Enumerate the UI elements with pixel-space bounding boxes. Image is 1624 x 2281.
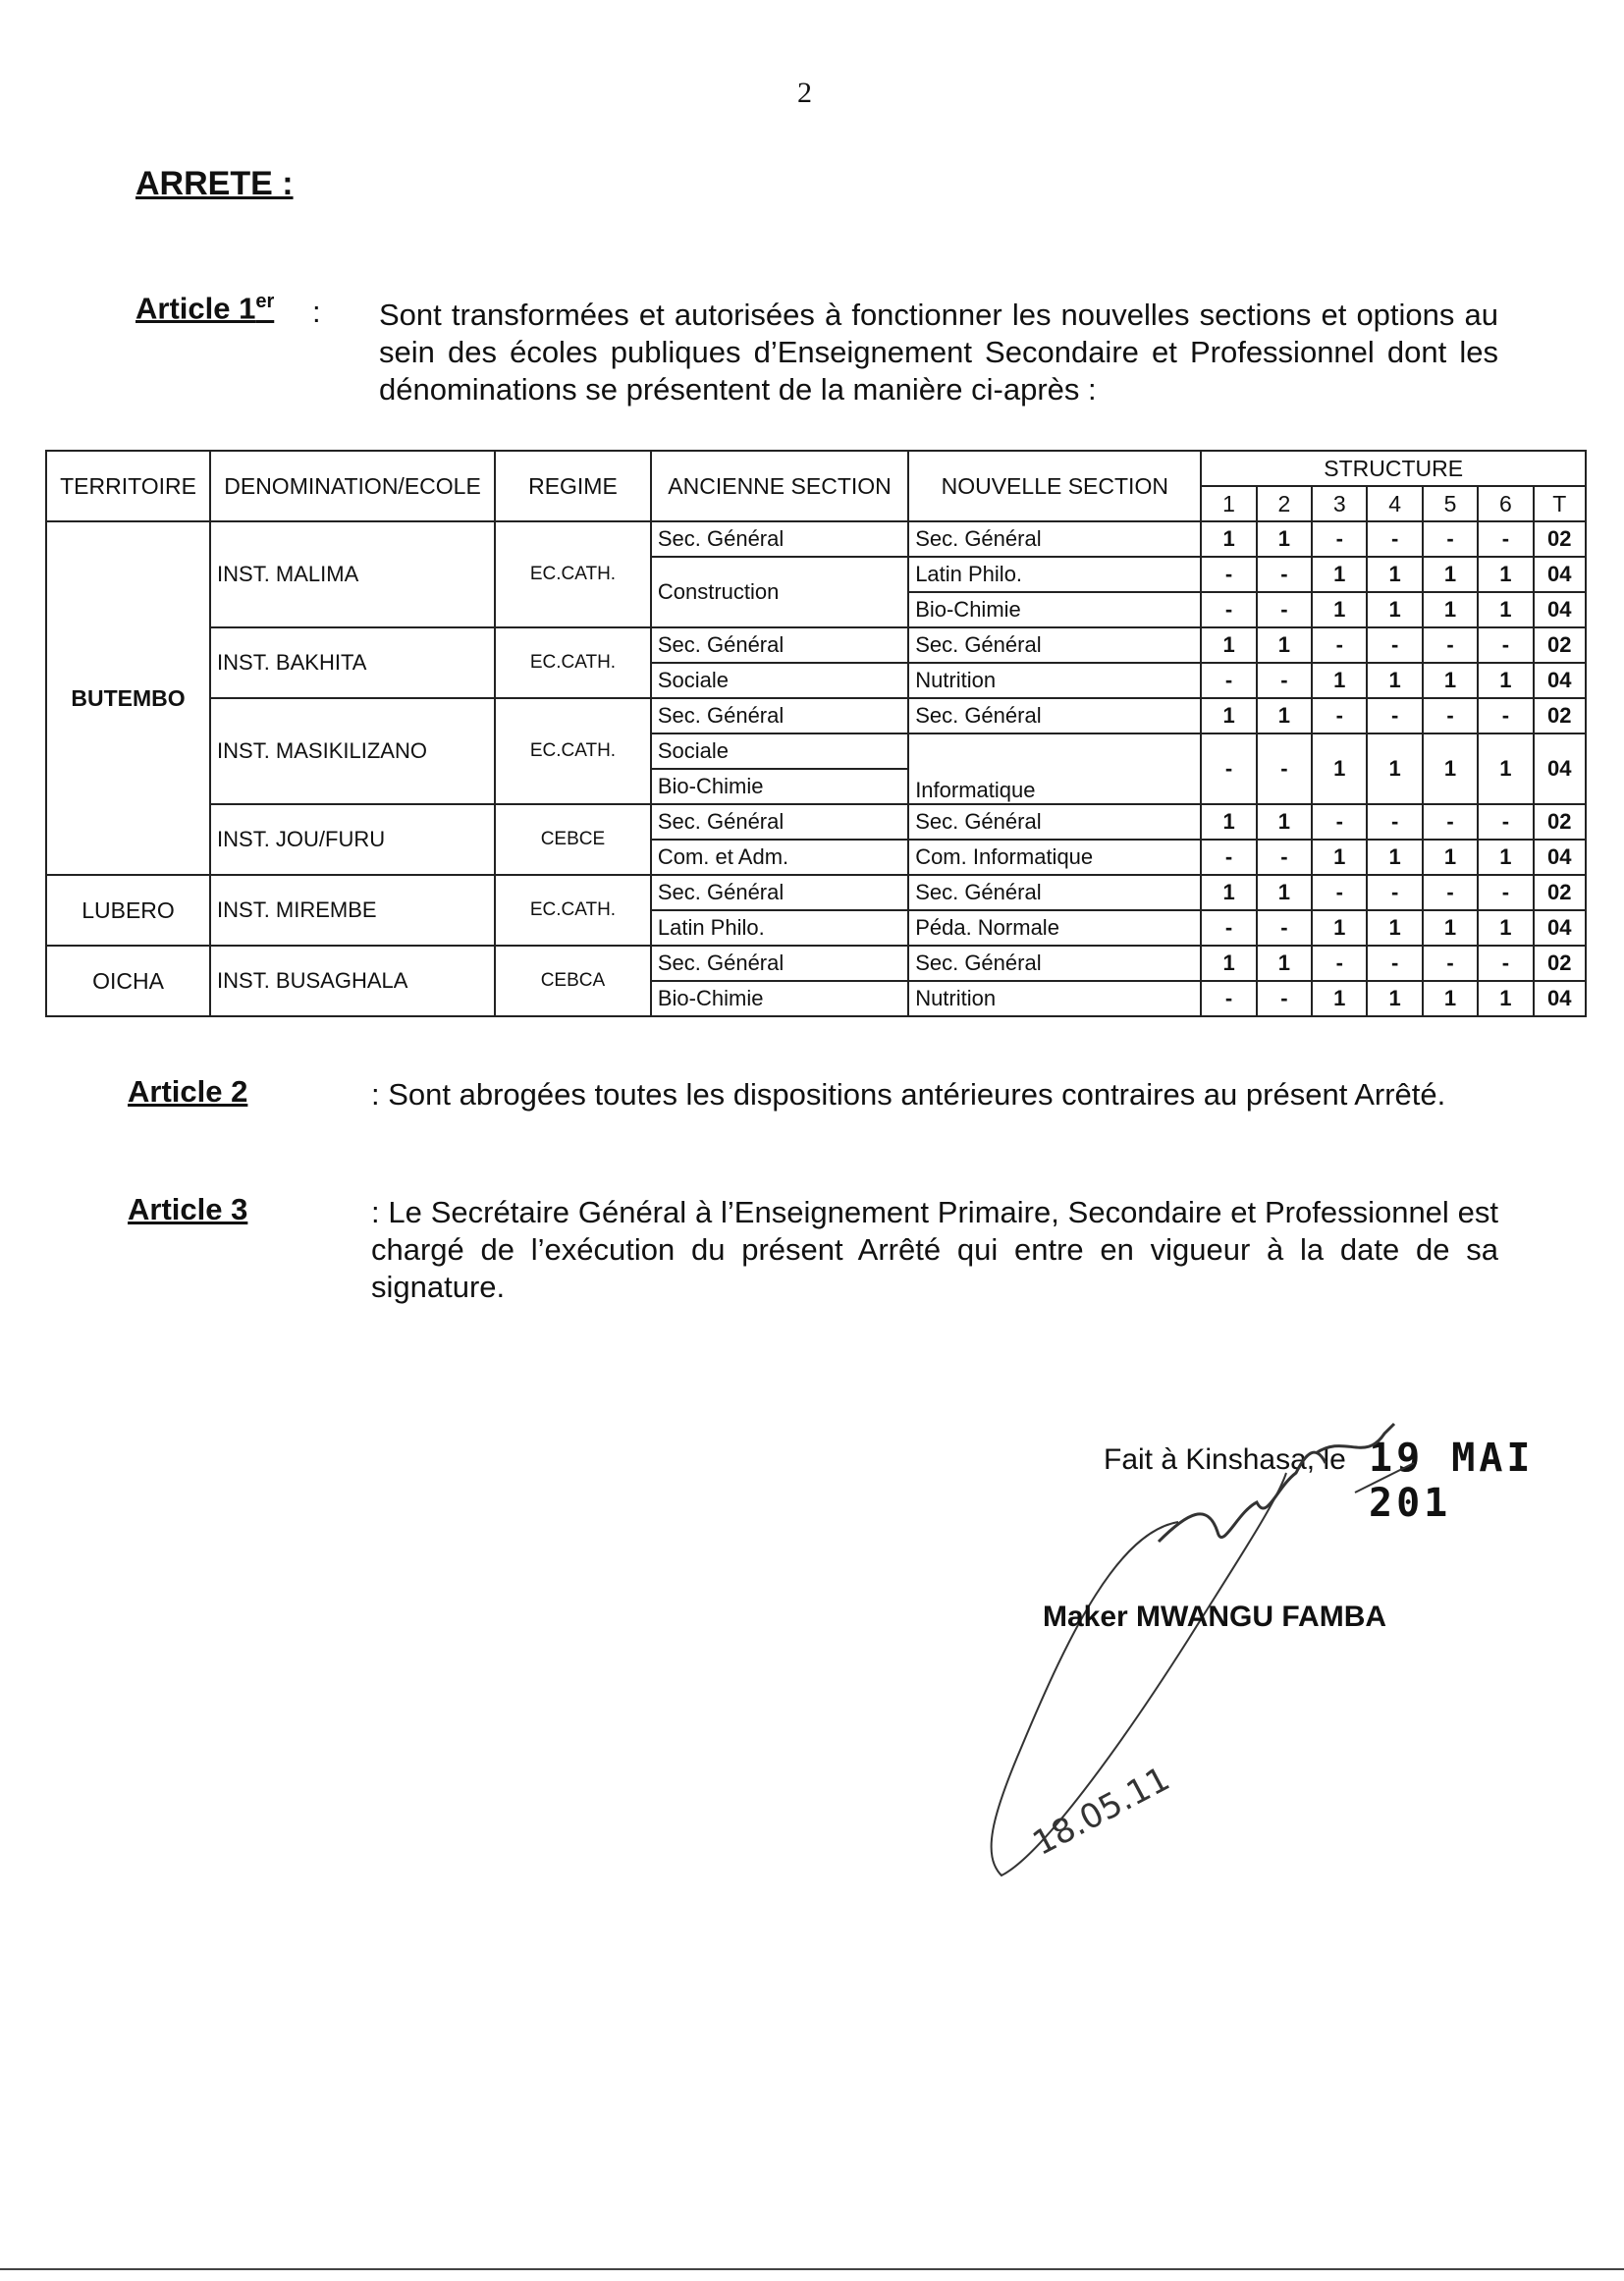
table-header-row: [46, 451, 1586, 486]
school-cell: INST. MASIKILIZANO: [210, 698, 495, 804]
structure-cell: -: [1367, 627, 1422, 663]
structure-cell: -: [1312, 627, 1367, 663]
nouvelle-cell: Sec. Général: [908, 804, 1201, 840]
nouvelle-cell: Latin Philo.: [908, 557, 1201, 592]
structure-cell: 1: [1423, 557, 1478, 592]
article-1-colon: :: [312, 295, 321, 329]
ancienne-cell: Com. et Adm.: [651, 840, 908, 875]
structure-cell: -: [1201, 981, 1256, 1016]
structure-cell: 1: [1367, 663, 1422, 698]
structure-cell: 1: [1257, 627, 1312, 663]
header-col-4: 4: [1367, 486, 1422, 521]
structure-cell: -: [1423, 521, 1478, 557]
school-cell: INST. MIREMBE: [210, 875, 495, 946]
ancienne-cell: Latin Philo.: [651, 910, 908, 946]
structure-cell: 1: [1478, 910, 1533, 946]
structure-cell: 1: [1478, 592, 1533, 627]
article-1-label-sup: er: [255, 291, 275, 312]
school-cell: INST. MALIMA: [210, 521, 495, 627]
structure-cell: -: [1367, 875, 1422, 910]
structure-cell: 1: [1257, 804, 1312, 840]
structure-cell: 1: [1257, 946, 1312, 981]
structure-cell: 1: [1423, 910, 1478, 946]
structure-cell: -: [1367, 804, 1422, 840]
structure-cell: 1: [1201, 946, 1256, 981]
structure-total-cell: 04: [1534, 663, 1586, 698]
ancienne-cell: Bio-Chimie: [651, 981, 908, 1016]
structure-cell: 1: [1257, 521, 1312, 557]
structure-cell: 1: [1257, 698, 1312, 733]
structure-cell: -: [1201, 592, 1256, 627]
ancienne-cell: Sec. Général: [651, 875, 908, 910]
structure-cell: -: [1478, 946, 1533, 981]
article-1-text: Sont transformées et autorisées à fonctionner les nouvelles sections et options au sein des écoles publiques d’Enseignement Secondaire et Professionnel dont les dénominations se présentent de la manière ci-après :: [379, 298, 1498, 407]
table-row: [46, 698, 1586, 733]
structure-cell: -: [1478, 521, 1533, 557]
regime-cell: EC.CATH.: [495, 627, 651, 698]
structure-cell: -: [1201, 733, 1256, 804]
header-col-3: 3: [1312, 486, 1367, 521]
structure-cell: 1: [1201, 804, 1256, 840]
territory-cell: OICHA: [46, 946, 210, 1016]
regime-cell: EC.CATH.: [495, 875, 651, 946]
structure-cell: -: [1478, 698, 1533, 733]
structure-cell: 1: [1201, 698, 1256, 733]
structure-cell: -: [1257, 557, 1312, 592]
structure-cell: -: [1257, 981, 1312, 1016]
structure-cell: -: [1312, 804, 1367, 840]
article-1-label-text: Article 1: [135, 291, 256, 326]
structure-cell: 1: [1423, 981, 1478, 1016]
header-col-5: 5: [1423, 486, 1478, 521]
structure-cell: 1: [1478, 557, 1533, 592]
structure-total-cell: 02: [1534, 627, 1586, 663]
structure-cell: -: [1257, 910, 1312, 946]
structure-cell: 1: [1367, 733, 1422, 804]
structure-cell: 1: [1201, 627, 1256, 663]
structure-cell: 1: [1312, 981, 1367, 1016]
structure-cell: 1: [1201, 521, 1256, 557]
structure-cell: 1: [1312, 663, 1367, 698]
structure-cell: 1: [1423, 592, 1478, 627]
header-col-6: 6: [1478, 486, 1533, 521]
page-number: 2: [797, 77, 812, 109]
structure-cell: 1: [1367, 557, 1422, 592]
structure-cell: -: [1423, 627, 1478, 663]
structure-cell: -: [1201, 910, 1256, 946]
structure-cell: -: [1423, 804, 1478, 840]
regime-cell: EC.CATH.: [495, 521, 651, 627]
table-row: [46, 946, 1586, 981]
structure-cell: -: [1201, 557, 1256, 592]
nouvelle-cell: Sec. Général: [908, 627, 1201, 663]
article-1-label: [135, 291, 274, 326]
sections-table: [45, 450, 1587, 1017]
header-col-2: 2: [1257, 486, 1312, 521]
header-nouvelle-section: NOUVELLE SECTION: [908, 451, 1201, 521]
header-denomination: DENOMINATION/ECOLE: [210, 451, 495, 521]
structure-cell: -: [1423, 698, 1478, 733]
ancienne-cell: Bio-Chimie: [651, 769, 908, 804]
structure-total-cell: 04: [1534, 981, 1586, 1016]
structure-cell: 1: [1423, 663, 1478, 698]
regime-cell: EC.CATH.: [495, 698, 651, 804]
structure-total-cell: 02: [1534, 698, 1586, 733]
header-regime: REGIME: [495, 451, 651, 521]
handwritten-signature: [962, 1394, 1512, 1905]
structure-cell: -: [1257, 840, 1312, 875]
structure-total-cell: 02: [1534, 946, 1586, 981]
structure-cell: 1: [1367, 840, 1422, 875]
structure-cell: -: [1201, 663, 1256, 698]
article-2-label: Article 2: [128, 1074, 248, 1109]
header-structure: STRUCTURE: [1201, 451, 1586, 486]
structure-cell: -: [1478, 875, 1533, 910]
structure-cell: 1: [1478, 733, 1533, 804]
stamp-date: 19 MAI 201: [1369, 1436, 1535, 1526]
structure-total-cell: 04: [1534, 910, 1586, 946]
structure-cell: 1: [1478, 840, 1533, 875]
structure-cell: -: [1367, 946, 1422, 981]
structure-cell: -: [1423, 946, 1478, 981]
handwritten-date: 18.05.11: [1026, 1759, 1176, 1864]
nouvelle-cell: Sec. Général: [908, 875, 1201, 910]
nouvelle-cell: Nutrition: [908, 981, 1201, 1016]
ancienne-cell: Sociale: [651, 663, 908, 698]
nouvelle-cell: Sec. Général: [908, 698, 1201, 733]
structure-total-cell: 04: [1534, 592, 1586, 627]
article-2-text: : Sont abrogées toutes les dispositions antérieures contraires au présent Arrêté.: [371, 1077, 1446, 1112]
structure-cell: 1: [1201, 875, 1256, 910]
territory-cell: LUBERO: [46, 875, 210, 946]
ancienne-cell: Sociale: [651, 733, 908, 769]
nouvelle-cell: Sec. Général: [908, 946, 1201, 981]
bottom-scan-line: [0, 2268, 1624, 2270]
structure-total-cell: 04: [1534, 733, 1586, 804]
structure-cell: 1: [1478, 663, 1533, 698]
page-heading: ARRETE :: [135, 165, 294, 202]
structure-total-cell: 02: [1534, 521, 1586, 557]
structure-cell: 1: [1423, 733, 1478, 804]
table-row: [46, 627, 1586, 663]
structure-cell: 1: [1423, 840, 1478, 875]
structure-cell: -: [1257, 592, 1312, 627]
structure-cell: -: [1312, 946, 1367, 981]
structure-cell: 1: [1312, 557, 1367, 592]
structure-cell: -: [1312, 875, 1367, 910]
nouvelle-cell: Péda. Normale: [908, 910, 1201, 946]
article-3-text: : Le Secrétaire Général à l’Enseignement Primaire, Secondaire et Professionnel est chargé de l’exécution du présent Arrêté qui entre en vigueur à la date de sa signature.: [371, 1195, 1498, 1304]
ancienne-cell: Sec. Général: [651, 698, 908, 733]
structure-cell: -: [1478, 804, 1533, 840]
structure-cell: -: [1201, 840, 1256, 875]
structure-cell: -: [1257, 663, 1312, 698]
nouvelle-cell: Com. Informatique: [908, 840, 1201, 875]
structure-cell: 1: [1367, 592, 1422, 627]
article-3-label: Article 3: [128, 1192, 248, 1226]
structure-cell: -: [1367, 698, 1422, 733]
territory-cell: BUTEMBO: [46, 521, 210, 875]
closing-place: Fait à Kinshasa, le: [1104, 1443, 1346, 1476]
table-row: [46, 521, 1586, 557]
header-ancienne-section: ANCIENNE SECTION: [651, 451, 908, 521]
structure-total-cell: 04: [1534, 557, 1586, 592]
structure-total-cell: 04: [1534, 840, 1586, 875]
structure-cell: 1: [1367, 910, 1422, 946]
ancienne-cell: Sec. Général: [651, 627, 908, 663]
school-cell: INST. JOU/FURU: [210, 804, 495, 875]
structure-cell: -: [1312, 698, 1367, 733]
school-cell: INST. BUSAGHALA: [210, 946, 495, 1016]
structure-cell: -: [1478, 627, 1533, 663]
structure-cell: -: [1312, 521, 1367, 557]
structure-cell: 1: [1312, 733, 1367, 804]
structure-cell: -: [1257, 733, 1312, 804]
header-col-1: 1: [1201, 486, 1256, 521]
structure-cell: -: [1423, 875, 1478, 910]
structure-cell: 1: [1312, 840, 1367, 875]
regime-cell: CEBCA: [495, 946, 651, 1016]
regime-cell: CEBCE: [495, 804, 651, 875]
structure-cell: -: [1367, 521, 1422, 557]
structure-cell: 1: [1312, 910, 1367, 946]
ancienne-cell: Construction: [651, 557, 908, 627]
ancienne-cell: Sec. Général: [651, 946, 908, 981]
nouvelle-cell: Sec. Général: [908, 521, 1201, 557]
structure-cell: 1: [1257, 875, 1312, 910]
structure-cell: 1: [1312, 592, 1367, 627]
nouvelle-cell: Nutrition: [908, 663, 1201, 698]
nouvelle-cell: Informatique: [908, 733, 1201, 804]
header-territoire: TERRITOIRE: [46, 451, 210, 521]
school-cell: INST. BAKHITA: [210, 627, 495, 698]
ancienne-cell: Sec. Général: [651, 521, 908, 557]
table-row: [46, 875, 1586, 910]
nouvelle-cell: Bio-Chimie: [908, 592, 1201, 627]
header-col-total: T: [1534, 486, 1586, 521]
structure-total-cell: 02: [1534, 804, 1586, 840]
structure-cell: 1: [1367, 981, 1422, 1016]
structure-cell: 1: [1478, 981, 1533, 1016]
ancienne-cell: Sec. Général: [651, 804, 908, 840]
table-row: [46, 804, 1586, 840]
structure-total-cell: 02: [1534, 875, 1586, 910]
signatory-name: Maker MWANGU FAMBA: [1043, 1601, 1387, 1633]
